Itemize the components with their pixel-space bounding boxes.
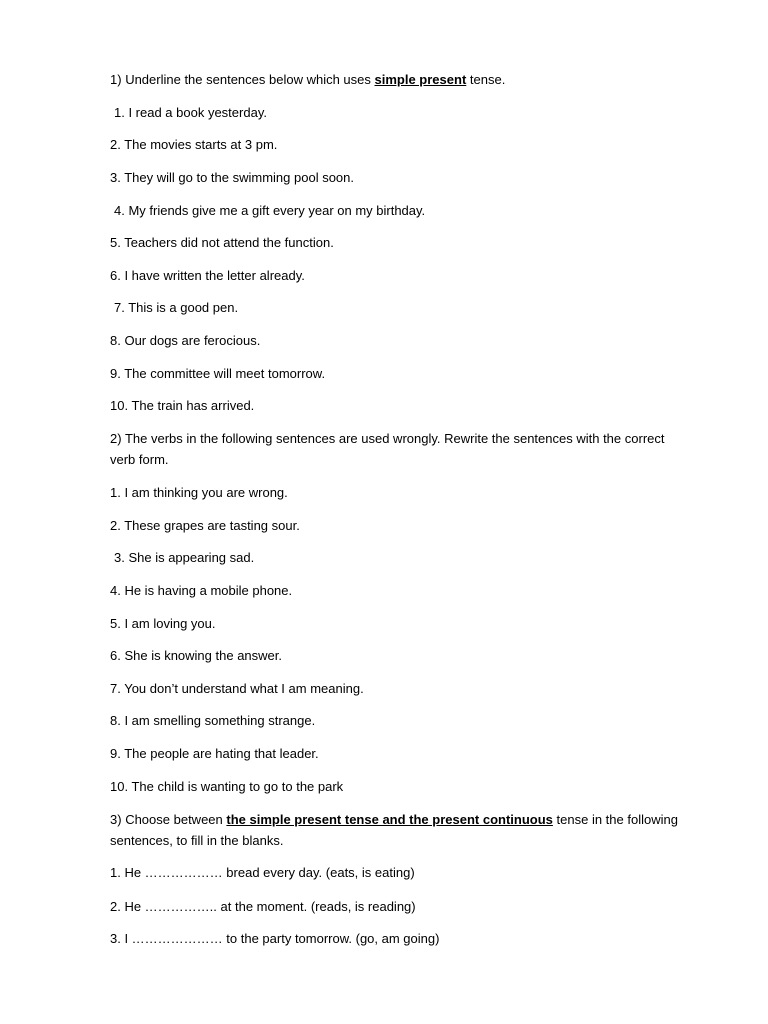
s2-item-6: 6. She is knowing the answer. — [110, 648, 282, 663]
s1-item-8: 8. Our dogs are ferocious. — [110, 333, 261, 348]
s1-item-3: 3. They will go to the swimming pool soon. — [110, 170, 354, 185]
s1-item-10: 10. The train has arrived. — [110, 398, 255, 413]
section-2-heading — [110, 428, 685, 470]
s3-item-3: 3. I ………………… to the party tomorrow. (go, am going) — [110, 931, 440, 946]
s1-item-7: 7. This is a good pen. — [114, 300, 239, 315]
section-1-heading — [110, 69, 700, 90]
s1-item-2: 2. The movies starts at 3 pm. — [110, 137, 278, 152]
section-1-number: 1) — [110, 72, 122, 87]
s2-item-3: 3. She is appearing sad. — [114, 550, 255, 565]
s2-item-4: 4. He is having a mobile phone. — [110, 583, 293, 598]
s1-item-4: 4. My friends give me a gift every year on my birthday. — [114, 203, 426, 218]
s2-item-7: 7. You don’t understand what I am meaning. — [110, 681, 364, 696]
section-3-number: 3) — [110, 812, 122, 827]
section-3-prefix: Choose between — [125, 812, 223, 827]
section-2-number: 2) — [110, 431, 122, 446]
s3-item-1: 1. He ……………… bread every day. (eats, is eating) — [110, 865, 415, 880]
s2-item-9: 9. The people are hating that leader. — [110, 746, 319, 761]
section-1-emphasis: simple present — [374, 72, 467, 87]
s2-item-2: 2. These grapes are tasting sour. — [110, 518, 300, 533]
section-1-suffix: tense. — [469, 72, 506, 87]
section-1-prefix: Underline the sentences below which uses — [125, 72, 371, 87]
s2-item-5: 5. I am loving you. — [110, 616, 216, 631]
s1-item-1: 1. I read a book yesterday. — [114, 105, 267, 120]
s1-item-6: 6. I have written the letter already. — [110, 268, 305, 283]
s1-item-5: 5. Teachers did not attend the function. — [110, 235, 334, 250]
section-2-text: The verbs in the following sentences are used wrongly. Rewrite the sentences with the correct verb form. — [110, 431, 665, 467]
section-3-heading — [110, 809, 685, 851]
section-3-emphasis: the simple present tense and the present continuous — [226, 812, 553, 827]
s1-item-9: 9. The committee will meet tomorrow. — [110, 366, 326, 381]
s3-item-2: 2. He …………….. at the moment. (reads, is reading) — [110, 899, 416, 914]
section-3-suffix: tense in the following sentences, to fill in the blanks. — [110, 812, 678, 848]
s2-item-8: 8. I am smelling something strange. — [110, 713, 316, 728]
s2-item-1: 1. I am thinking you are wrong. — [110, 485, 288, 500]
s2-item-10: 10. The child is wanting to go to the park — [110, 779, 344, 794]
